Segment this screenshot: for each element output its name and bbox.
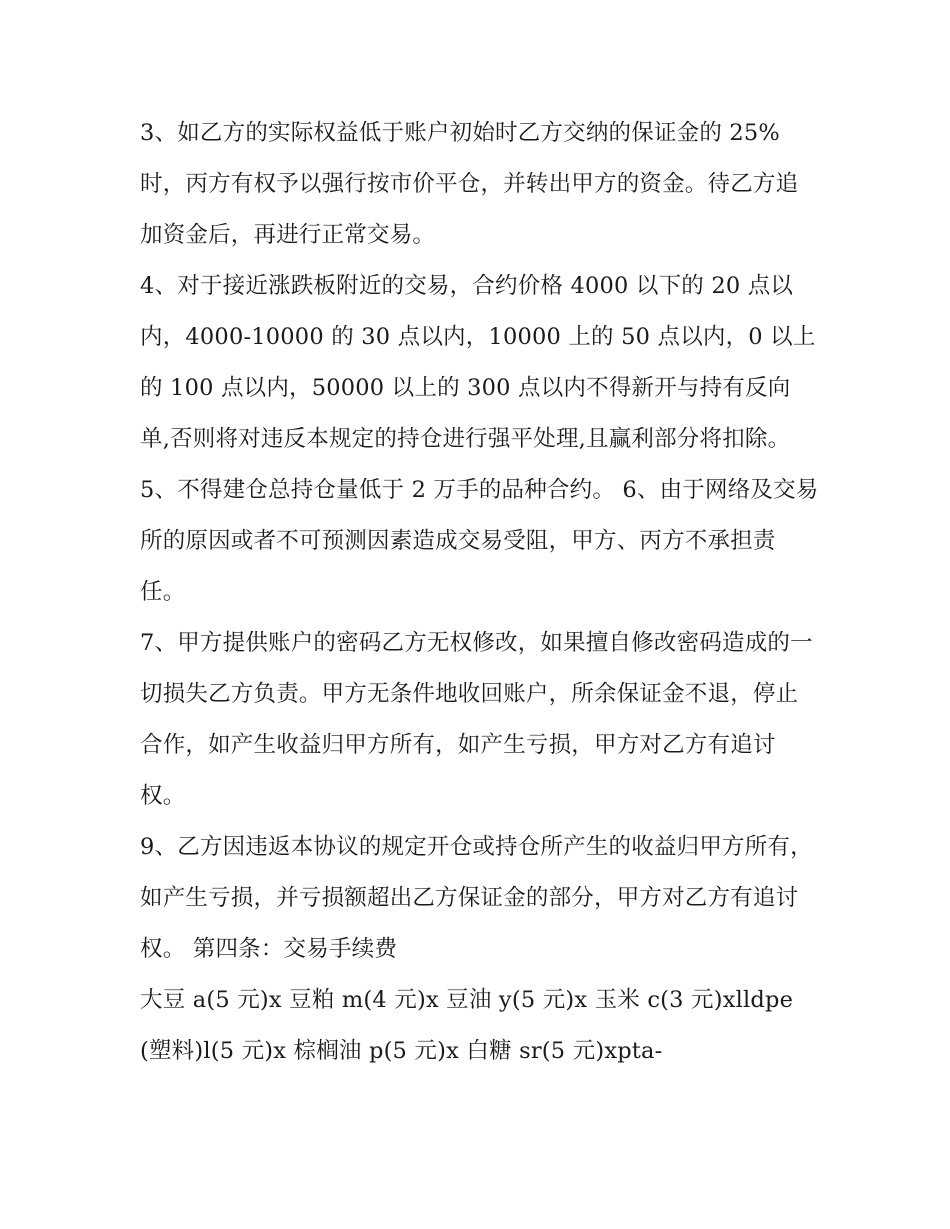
clause-5-6: 5、不得建仓总持仓量低于 2 万手的品种合约。 6、由于网络及交易所的原因或者不可预测因素造成交易受阻，甲方、丙方不承担责任。: [140, 477, 819, 605]
clause-4: 4、对于接近涨跌板附近的交易，合约价格 4000 以下的 20 点以内，4000-10000 的 30 点以内，10000 上的 50 点以内，0 以上的 100 点以内，50000 以上的 300 点以内不得新开与持有反向单,否则将对违反本规定的持仓进行强平处理,且赢利部分将扣除。: [140, 273, 816, 452]
clause-9: 9、乙方因违返本协议的规定开仓或持仓所产生的收益归甲方所有，如产生亏损，并亏损额超出乙方保证金的部分，甲方对乙方有追讨权。 第四条：交易手续费: [140, 834, 813, 962]
document-body: [140, 108, 820, 1077]
clause-7: 7、甲方提供账户的密码乙方无权修改，如果擅自修改密码造成的一切损失乙方负责。甲方无条件地收回账户，所余保证金不退，停止合作，如产生收益归甲方所有，如产生亏损，甲方对乙方有追讨权。: [140, 630, 813, 809]
clause-3: 3、如乙方的实际权益低于账户初始时乙方交纳的保证金的 25%时，丙方有权予以强行按市价平仓，并转出甲方的资金。待乙方追加资金后，再进行正常交易。: [140, 120, 799, 248]
fee-list: 大豆 a(5 元)x 豆粕 m(4 元)x 豆油 y(5 元)x 玉米 c(3 元)xlldpe(塑料)l(5 元)x 棕榈油 p(5 元)x 白糖 sr(5 元)xpta-: [140, 987, 794, 1064]
